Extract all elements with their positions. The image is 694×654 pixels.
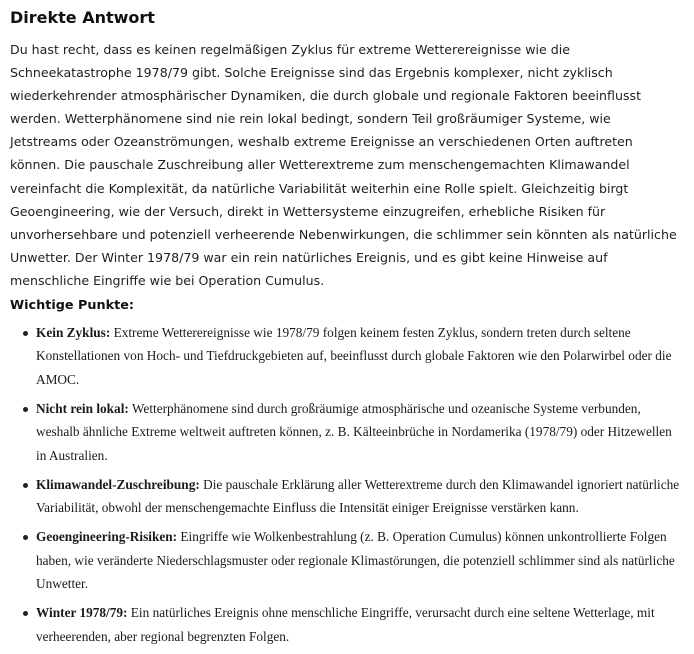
list-item-text: Eingriffe wie Wolkenbestrahlung (z. B. Operation Cumulus) können unkontrollierte Folgen haben, wie veränderte Niederschlagsmuster oder regionale Klimastörungen, die potenziell schlimmer sind als natürliche Unwetter.	[36, 529, 675, 591]
bullet-icon	[23, 483, 28, 488]
list-item-text: Wetterphänomene sind durch großräumige atmosphärische und ozeanische Systeme verbunden, weshalb ähnliche Extreme weltweit auftreten können, z. B. Kälteeinbrüche in Nordamerika (1978/79) oder Hitzewellen in Australien.	[36, 400, 672, 463]
list-item-geoengineering	[10, 525, 680, 595]
answer-content	[10, 0, 680, 654]
list-item-label: Klimawandel-Zuschreibung:	[36, 476, 200, 492]
list-item-label: Geoengineering-Risiken:	[36, 529, 178, 545]
bullet-icon	[23, 535, 28, 540]
list-item-text: Extreme Wetterereignisse wie 1978/79 folgen keinem festen Zyklus, sondern treten durch seltene Konstellationen von Hoch- und Tiefdruckgebieten auf, beeinflusst durch globale Faktoren wie den Polarwirbel oder die AMOC.	[36, 325, 672, 387]
section-title: Direkte Antwort	[10, 8, 155, 27]
list-item-label: Nicht rein lokal:	[36, 400, 129, 416]
list-item-label: Kein Zyklus:	[36, 325, 111, 341]
list-item-label: Winter 1978/79:	[36, 605, 128, 621]
list-item-klimawandel	[10, 473, 680, 520]
list-item-nicht-rein-lokal	[10, 397, 680, 467]
list-item-winter-1978	[10, 601, 680, 648]
list-item-text: Die pauschale Erklärung aller Wetterextreme durch den Klimawandel ignoriert natürliche Variabilität, obwohl der menschengemachte Einfluss die Intensität einiger Ereignisse verstärken kann.	[36, 476, 680, 516]
bullet-icon	[23, 331, 28, 336]
key-points-list	[10, 321, 680, 648]
bullet-icon	[23, 611, 28, 616]
list-item-kein-zyklus	[10, 321, 680, 391]
key-points-heading: Wichtige Punkte:	[10, 298, 135, 314]
answer-paragraph: Du hast recht, dass es keinen regelmäßigen Zyklus für extreme Wetterereignisse wie die Schneekatastrophe 1978/79 gibt. Solche Ereignisse sind das Ergebnis komplexer, nicht zyklisch wiederkehrender atmosphärischer Dynamiken, die durch globale und regionale Faktoren beeinflusst werden. Wetterphänomene sind nie rein lokal bedingt, sondern Teil großräumiger Systeme, wie Jetstreams oder Ozeanströmungen, weshalb extreme Ereignisse an verschiedenen Orten auftreten können. Die pauschale Zuschreibung aller Wetterextreme zum menschengemachten Klimawandel vereinfacht die Komplexität, da natürliche Variabilität weiterhin eine Rolle spielt. Gleichzeitig birgt Geoengineering, wie der Versuch, direkt in Wettersysteme einzugreifen, erhebliche Risiken für unvorhersehbare und potenziell verheerende Nebenwirkungen, die schlimmer sein könnten als natürliche Unwetter. Der Winter 1978/79 war ein rein natürliches Ereignis, und es gibt keine Hinweise auf menschliche Eingriffe wie bei Operation Cumulus.	[10, 42, 677, 288]
bullet-icon	[23, 407, 28, 412]
list-item-text: Ein natürliches Ereignis ohne menschliche Eingriffe, verursacht durch eine seltene Wetterlage, mit verheerenden, aber regional begrenzten Folgen.	[36, 605, 655, 644]
